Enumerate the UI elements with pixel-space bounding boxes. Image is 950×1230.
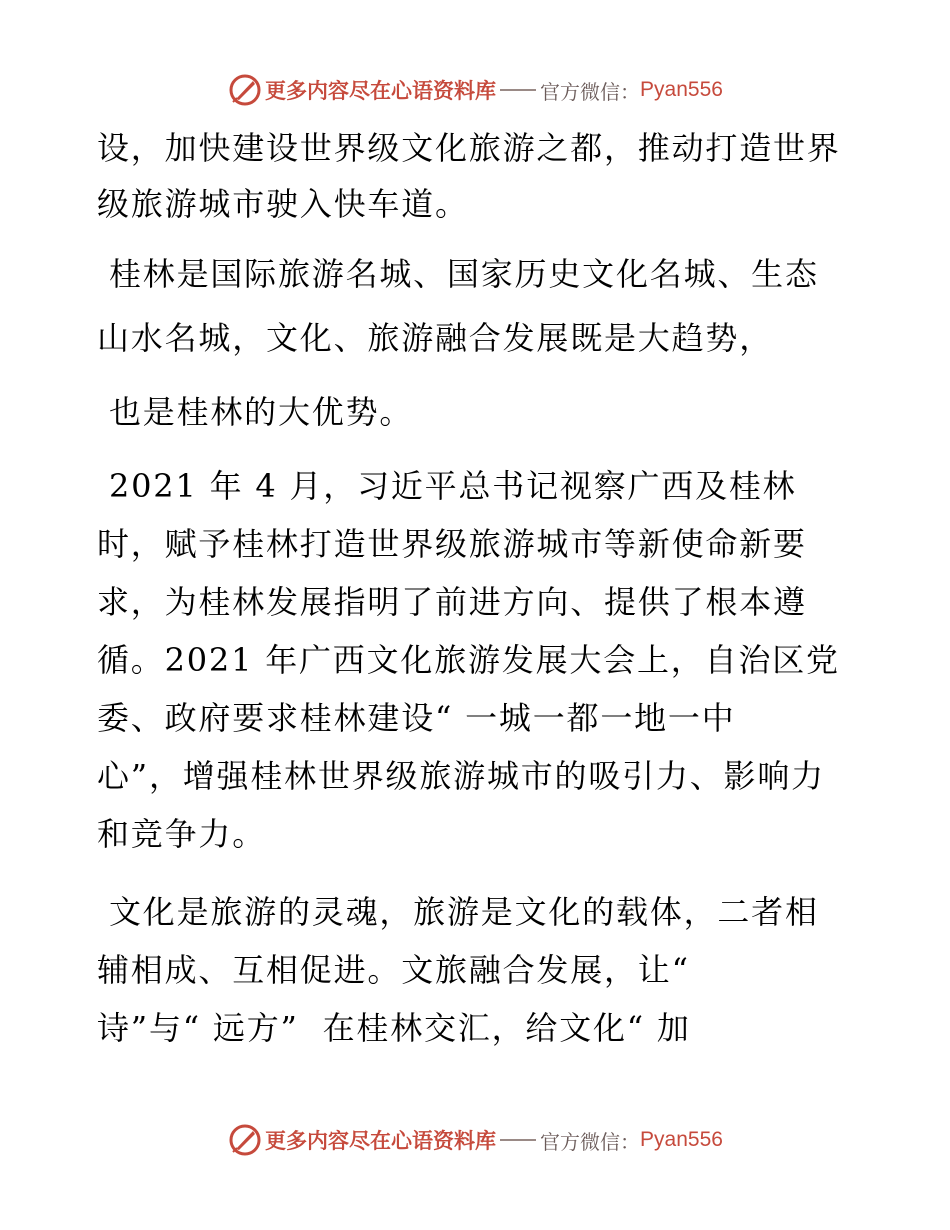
text-line: 文化是旅游的灵魂，旅游是文化的载体，二者相 bbox=[97, 893, 819, 931]
text-line: 设，加快建设世界级文化旅游之都，推动打造世界 bbox=[97, 129, 841, 167]
text-line: 山水名城，文化、旅游融合发展既是大趋势， bbox=[97, 319, 774, 357]
header-watermark bbox=[0, 70, 950, 110]
footer-watermark bbox=[0, 1120, 950, 1160]
text-line: 求，为桂林发展指明了前进方向、提供了根本遵 bbox=[97, 583, 807, 621]
watermark-brand: 更多内容尽在心语资料库 bbox=[265, 1128, 497, 1153]
watermark-separator bbox=[500, 89, 536, 91]
watermark-label: 官方微信： bbox=[540, 79, 641, 104]
text-line: 桂林是国际旅游名城、国家历史文化名城、生态 bbox=[97, 255, 819, 293]
text-line: 诗”与“ 远方” 在桂林交汇，给文化“ 加 bbox=[97, 1009, 691, 1047]
watermark-wechat-id: Pyan556 bbox=[640, 1128, 723, 1151]
watermark-brand: 更多内容尽在心语资料库 bbox=[265, 78, 497, 103]
text-line: 也是桂林的大优势。 bbox=[97, 393, 414, 431]
text-line: 2021 年 4 月，习近平总书记视察广西及桂林 bbox=[97, 467, 797, 505]
text-line: 委、政府要求桂林建设“ 一城一都一地一中 bbox=[97, 699, 736, 737]
text-line: 心”，增强桂林世界级旅游城市的吸引力、影响力 bbox=[97, 757, 825, 795]
quill-logo-icon bbox=[227, 1122, 263, 1158]
watermark-separator bbox=[500, 1139, 536, 1141]
watermark-label: 官方微信： bbox=[540, 1129, 641, 1154]
text-line: 循。2021 年广西文化旅游发展大会上，自治区党 bbox=[97, 641, 840, 679]
quill-logo-icon bbox=[227, 72, 263, 108]
text-line: 级旅游城市驶入快车道。 bbox=[97, 185, 469, 223]
text-line: 时，赋予桂林打造世界级旅游城市等新使命新要 bbox=[97, 525, 807, 563]
text-line: 辅相成、互相促进。文旅融合发展，让“ bbox=[97, 951, 690, 989]
text-line: 和竞争力。 bbox=[97, 815, 267, 853]
watermark-wechat-id: Pyan556 bbox=[640, 78, 723, 101]
